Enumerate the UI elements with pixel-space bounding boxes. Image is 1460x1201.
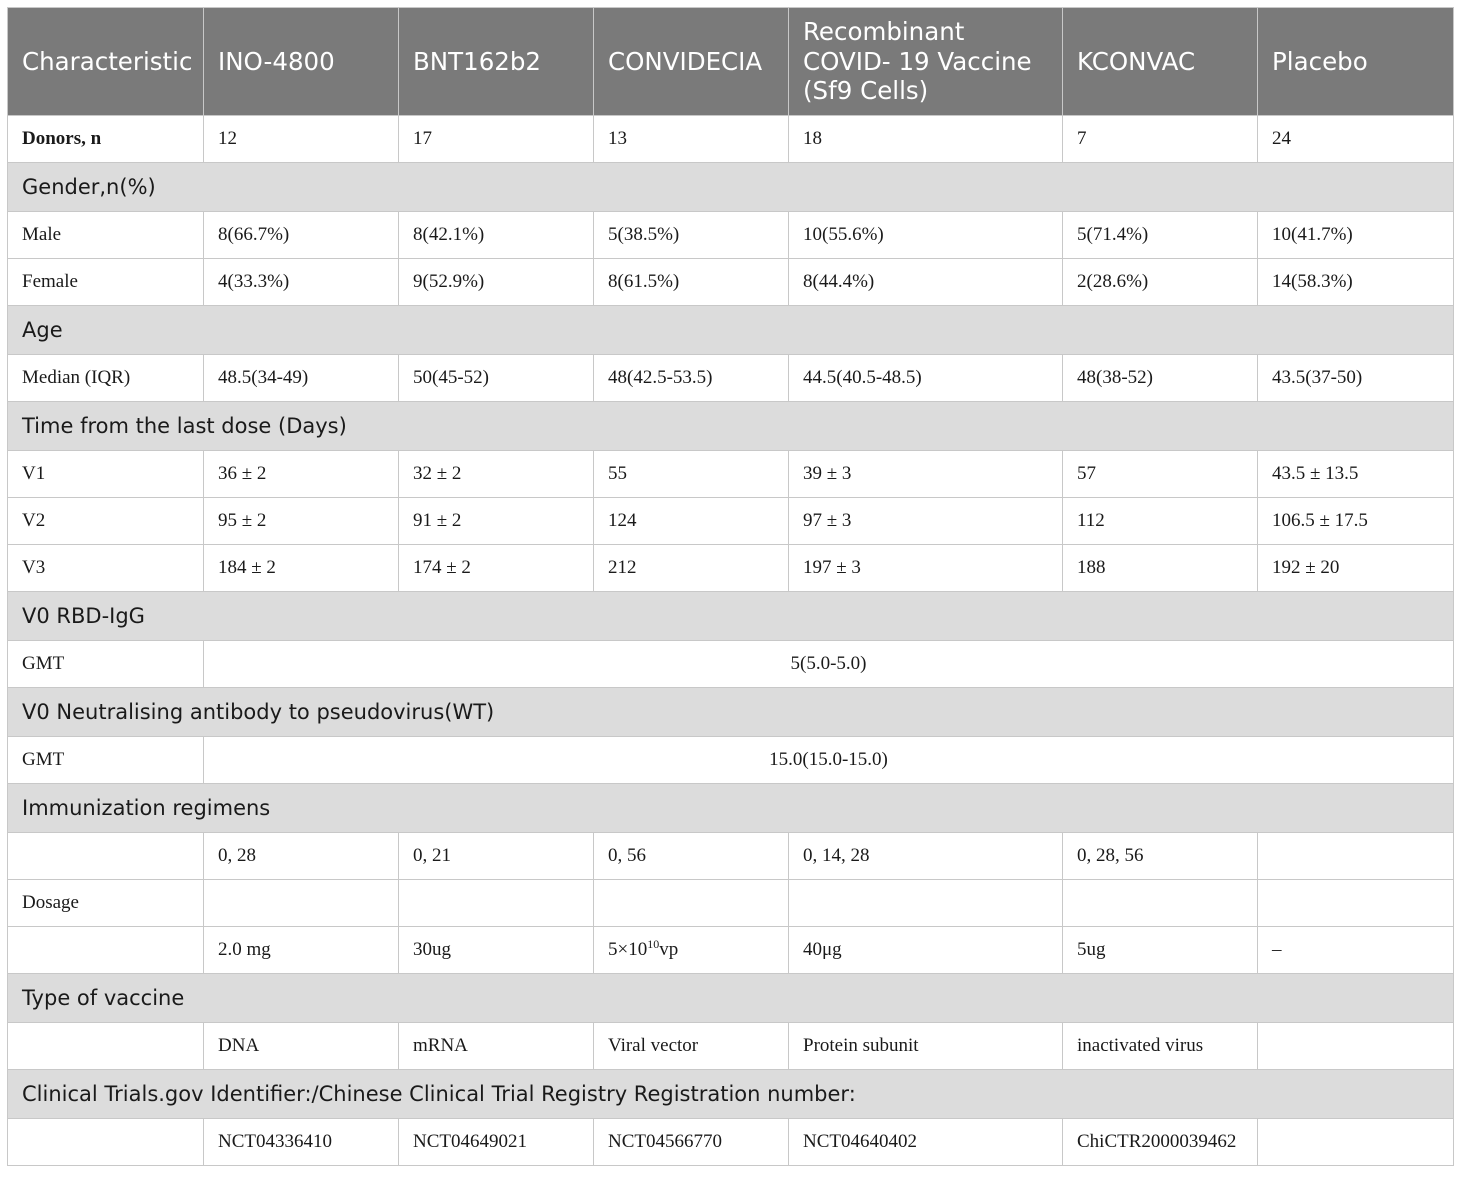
table-cell: – — [1258, 927, 1454, 974]
row-label: Donors, n — [8, 116, 204, 163]
table-cell: 32 ± 2 — [399, 451, 594, 498]
table-row-vaccine-type — [8, 1023, 1454, 1070]
table-cell: 192 ± 20 — [1258, 545, 1454, 592]
table-cell: 43.5 ± 13.5 — [1258, 451, 1454, 498]
row-label: Median (IQR) — [8, 355, 204, 402]
table-row-neut-gmt — [8, 737, 1454, 784]
table-row-registry — [8, 1119, 1454, 1166]
table-cell: 0, 14, 28 — [789, 833, 1063, 880]
table-cell: 95 ± 2 — [204, 498, 399, 545]
row-label: V2 — [8, 498, 204, 545]
header-bnt162b2: BNT162b2 — [399, 8, 594, 116]
table-cell: 188 — [1063, 545, 1258, 592]
section-title: Clinical Trials.gov Identifier:/Chinese Clinical Trial Registry Registration number: — [8, 1070, 1454, 1119]
table-cell: 18 — [789, 116, 1063, 163]
section-registry — [8, 1070, 1454, 1119]
section-regimens — [8, 784, 1454, 833]
table-row-female — [8, 259, 1454, 306]
table-row-v1 — [8, 451, 1454, 498]
dosage-base: 5×10 — [608, 939, 648, 960]
table-cell: 48(42.5-53.5) — [594, 355, 789, 402]
table-row-median — [8, 355, 1454, 402]
section-neutralising — [8, 688, 1454, 737]
table-cell: 8(61.5%) — [594, 259, 789, 306]
table-cell: 50(45-52) — [399, 355, 594, 402]
table-cell: NCT04640402 — [789, 1119, 1063, 1166]
table-cell: 8(44.4%) — [789, 259, 1063, 306]
row-label — [8, 833, 204, 880]
table-cell: 97 ± 3 — [789, 498, 1063, 545]
dosage-unit: vp — [659, 939, 679, 960]
row-label — [8, 1023, 204, 1070]
table-cell: DNA — [204, 1023, 399, 1070]
table-cell: 10(55.6%) — [789, 212, 1063, 259]
table-cell: 10(41.7%) — [1258, 212, 1454, 259]
table-cell-merged: 5(5.0-5.0) — [204, 641, 1454, 688]
table-cell: 13 — [594, 116, 789, 163]
section-age — [8, 306, 1454, 355]
table-cell: 9(52.9%) — [399, 259, 594, 306]
table-cell — [399, 880, 594, 927]
table-cell: 106.5 ± 17.5 — [1258, 498, 1454, 545]
table-cell — [594, 927, 789, 974]
table-row-rbd-gmt — [8, 641, 1454, 688]
table-cell: 14(58.3%) — [1258, 259, 1454, 306]
table-cell: 5(38.5%) — [594, 212, 789, 259]
header-characteristic: Characteristic — [8, 8, 204, 116]
table-cell: 0, 28, 56 — [1063, 833, 1258, 880]
table-cell: 212 — [594, 545, 789, 592]
table-cell: 36 ± 2 — [204, 451, 399, 498]
table-cell: 24 — [1258, 116, 1454, 163]
table-cell — [789, 880, 1063, 927]
row-label: GMT — [8, 641, 204, 688]
table-cell: Protein subunit — [789, 1023, 1063, 1070]
row-label: Dosage — [8, 880, 204, 927]
table-cell: 4(33.3%) — [204, 259, 399, 306]
table-cell: 0, 28 — [204, 833, 399, 880]
row-label: GMT — [8, 737, 204, 784]
table-cell: 2.0 mg — [204, 927, 399, 974]
table-cell: 5ug — [1063, 927, 1258, 974]
table-cell: 112 — [1063, 498, 1258, 545]
dosage-exponent: 10 — [647, 937, 660, 951]
section-title: Type of vaccine — [8, 974, 1454, 1023]
section-title: Age — [8, 306, 1454, 355]
table-cell — [204, 880, 399, 927]
table-cell: NCT04336410 — [204, 1119, 399, 1166]
table-cell: 8(42.1%) — [399, 212, 594, 259]
table-cell: 184 ± 2 — [204, 545, 399, 592]
header-placebo: Placebo — [1258, 8, 1454, 116]
table-cell: 48.5(34-49) — [204, 355, 399, 402]
section-time — [8, 402, 1454, 451]
row-label: Female — [8, 259, 204, 306]
header-kconvac: KCONVAC — [1063, 8, 1258, 116]
table-row-male — [8, 212, 1454, 259]
table-cell: 124 — [594, 498, 789, 545]
table-cell — [1258, 833, 1454, 880]
table-row-schedule — [8, 833, 1454, 880]
table-cell — [1258, 1119, 1454, 1166]
table-cell: ChiCTR2000039462 — [1063, 1119, 1258, 1166]
table-row-v3 — [8, 545, 1454, 592]
table-cell — [1063, 880, 1258, 927]
table-cell: 39 ± 3 — [789, 451, 1063, 498]
row-label: V3 — [8, 545, 204, 592]
header-row — [8, 8, 1454, 116]
table-cell: 8(66.7%) — [204, 212, 399, 259]
table-row-dosage-label — [8, 880, 1454, 927]
table-cell: 12 — [204, 116, 399, 163]
table-cell: 40μg — [789, 927, 1063, 974]
table-cell: 91 ± 2 — [399, 498, 594, 545]
table-cell: NCT04566770 — [594, 1119, 789, 1166]
row-label: V1 — [8, 451, 204, 498]
table-cell: 7 — [1063, 116, 1258, 163]
header-convidecia: CONVIDECIA — [594, 8, 789, 116]
vaccine-characteristics-table — [7, 7, 1454, 1166]
table-cell: 48(38-52) — [1063, 355, 1258, 402]
header-ino-4800: INO-4800 — [204, 8, 399, 116]
table-row-dosage — [8, 927, 1454, 974]
section-title: V0 RBD-IgG — [8, 592, 1454, 641]
table-cell: 0, 56 — [594, 833, 789, 880]
header-recombinant: Recombinant COVID- 19 Vaccine (Sf9 Cells) — [789, 8, 1063, 116]
table-cell: 2(28.6%) — [1063, 259, 1258, 306]
table-cell: 0, 21 — [399, 833, 594, 880]
table-cell: 17 — [399, 116, 594, 163]
table-cell — [1258, 880, 1454, 927]
section-vaccine-type — [8, 974, 1454, 1023]
table-cell-merged: 15.0(15.0-15.0) — [204, 737, 1454, 784]
section-gender — [8, 163, 1454, 212]
table-cell: 44.5(40.5-48.5) — [789, 355, 1063, 402]
table-row-donors — [8, 116, 1454, 163]
table-cell: 30ug — [399, 927, 594, 974]
row-label — [8, 927, 204, 974]
table-cell — [594, 880, 789, 927]
row-label: Male — [8, 212, 204, 259]
section-title: Immunization regimens — [8, 784, 1454, 833]
table-cell: Viral vector — [594, 1023, 789, 1070]
table-cell: 57 — [1063, 451, 1258, 498]
table-cell: inactivated virus — [1063, 1023, 1258, 1070]
section-rbd-igg — [8, 592, 1454, 641]
table-cell: 43.5(37-50) — [1258, 355, 1454, 402]
row-label — [8, 1119, 204, 1166]
section-title: Time from the last dose (Days) — [8, 402, 1454, 451]
table-cell: mRNA — [399, 1023, 594, 1070]
table-row-v2 — [8, 498, 1454, 545]
section-title: V0 Neutralising antibody to pseudovirus(WT) — [8, 688, 1454, 737]
table-cell: 174 ± 2 — [399, 545, 594, 592]
table-cell — [1258, 1023, 1454, 1070]
table-cell: 55 — [594, 451, 789, 498]
section-title: Gender,n(%) — [8, 163, 1454, 212]
table-cell: 197 ± 3 — [789, 545, 1063, 592]
table-cell: NCT04649021 — [399, 1119, 594, 1166]
table-cell: 5(71.4%) — [1063, 212, 1258, 259]
